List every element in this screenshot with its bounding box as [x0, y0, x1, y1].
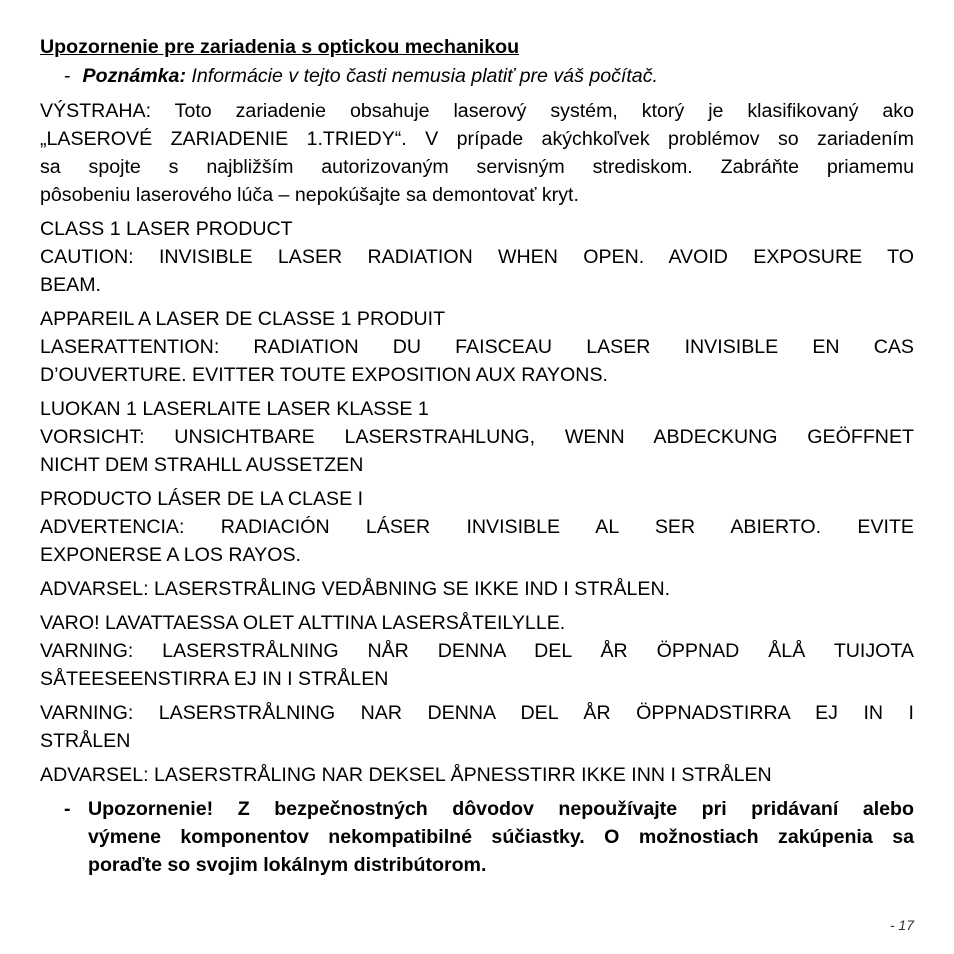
component-warning-line: Upozornenie! Z bezpečnostných dôvodov nepoužívajte pri pridávaní alebo — [88, 798, 914, 820]
laser-notice-fr — [40, 305, 914, 389]
laser-notice-line: STRÅLEN — [40, 730, 131, 752]
laser-notice-es — [40, 485, 914, 569]
warning-sk-line: VÝSTRAHA: Toto zariadenie obsahuje laserový systém, ktorý je klasifikovaný ako — [40, 100, 914, 122]
component-warning-bullet: - — [64, 798, 71, 820]
laser-notice-line: APPAREIL A LASER DE CLASSE 1 PRODUIT — [40, 308, 446, 330]
warning-paragraph-sk — [40, 97, 914, 209]
laser-notice-line: ADVERTENCIA: RADIACIÓN LÁSER INVISIBLE AL SER ABIERTO. EVITE — [40, 516, 914, 538]
laser-notice-line: D’OUVERTURE. EVITTER TOUTE EXPOSITION AUX RAYONS. — [40, 364, 608, 386]
laser-notice-line: VARNING: LASERSTRÅLNING NAR DENNA DEL ÅR ÖPPNADSTIRRA EJ IN I — [40, 702, 914, 724]
note-line — [40, 62, 914, 90]
laser-notice-line: VARO! LAVATTAESSA OLET ALTTINA LASERSÅTEILYLLE. — [40, 612, 566, 634]
laser-notice-line: ADVARSEL: LASERSTRÅLING VEDÅBNING SE IKKE IND I STRÅLEN. — [40, 578, 671, 600]
laser-notice-line: SÅTEESEENSTIRRA EJ IN I STRÅLEN — [40, 668, 389, 690]
laser-notice-line: NICHT DEM STRAHLL AUSSETZEN — [40, 454, 364, 476]
laser-notice-line: PRODUCTO LÁSER DE LA CLASE I — [40, 488, 364, 510]
laser-notice-line: LUOKAN 1 LASERLAITE LASER KLASSE 1 — [40, 398, 429, 420]
note-label: Poznámka: — [82, 65, 186, 87]
laser-notice-line: VORSICHT: UNSICHTBARE LASERSTRAHLUNG, WENN ABDECKUNG GEÖFFNET — [40, 426, 914, 448]
component-warning-line: výmene komponentov nekompatibilné súčiastky. O možnostiach zakúpenia sa — [88, 826, 914, 848]
laser-notice-no — [40, 761, 914, 789]
note-text: Informácie v tejto časti nemusia platiť pre váš počítač. — [185, 65, 658, 87]
component-warning-line: poraďte so svojim lokálnym distribútorom. — [88, 854, 487, 876]
warning-sk-line: „LASEROVÉ ZARIADENIE 1.TRIEDY“. V prípade akýchkoľvek problémov so zariadením — [40, 128, 914, 150]
laser-notice-line: VARNING: LASERSTRÅLNING NÅR DENNA DEL ÅR ÖPPNAD ÅLÅ TUIJOTA — [40, 640, 914, 662]
laser-notice-da — [40, 575, 914, 603]
laser-notice-de — [40, 395, 914, 479]
laser-notice-fi-sv — [40, 609, 914, 693]
section-heading: Upozornenie pre zariadenia s optickou mechanikou — [40, 36, 520, 58]
laser-notice-line: EXPONERSE A LOS RAYOS. — [40, 544, 301, 566]
page-number: - 17 — [889, 917, 914, 933]
warning-sk-line: pôsobeniu laserového lúča – nepokúšajte sa demontovať kryt. — [40, 184, 579, 206]
laser-notice-en — [40, 215, 914, 299]
laser-notice-line: LASERATTENTION: RADIATION DU FAISCEAU LASER INVISIBLE EN CAS — [40, 336, 914, 358]
laser-notice-line: BEAM. — [40, 274, 101, 296]
document-page — [40, 34, 914, 879]
note-bullet: - — [64, 65, 71, 87]
warning-sk-line: sa spojte s najbližším autorizovaným servisným strediskom. Zabráňte priamemu — [40, 156, 914, 178]
laser-notice-sv — [40, 699, 914, 755]
laser-notice-line: CAUTION: INVISIBLE LASER RADIATION WHEN OPEN. AVOID EXPOSURE TO — [40, 246, 914, 268]
laser-notice-line: CLASS 1 LASER PRODUCT — [40, 218, 293, 240]
component-warning — [40, 795, 914, 879]
laser-notice-line: ADVARSEL: LASERSTRÅLING NAR DEKSEL ÅPNESSTIRR IKKE INN I STRÅLEN — [40, 764, 772, 786]
